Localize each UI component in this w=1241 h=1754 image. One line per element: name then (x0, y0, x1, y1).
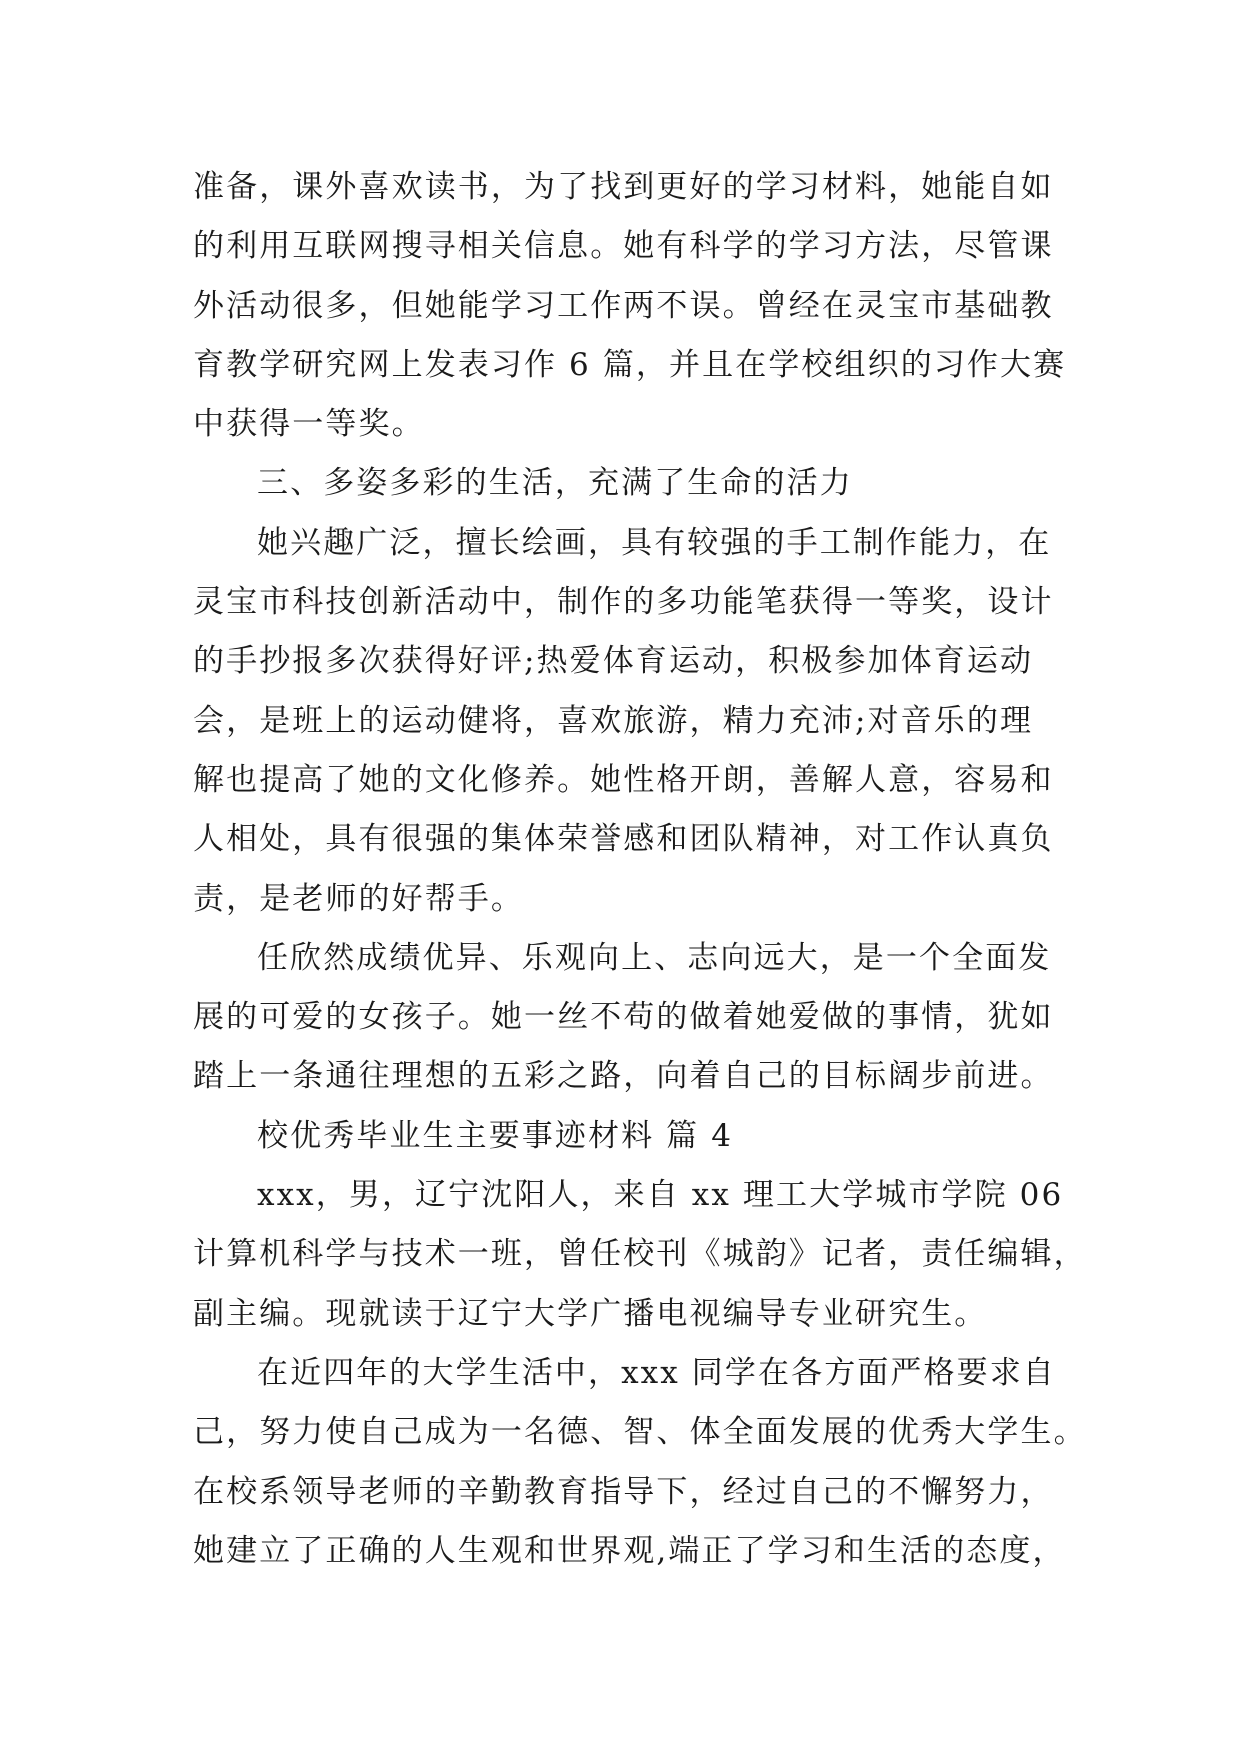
text-line: 在近四年的大学生活中，xxx 同学在各方面严格要求自 (257, 1354, 1056, 1391)
text-line: 己，努力使自己成为一名德、智、体全面发展的优秀大学生。 (193, 1414, 1087, 1451)
text-line: 育教学研究网上发表习作 6 篇，并且在学校组织的习作大赛 (193, 346, 1067, 383)
text-line: 她建立了正确的人生观和世界观,端正了学习和生活的态度， (193, 1532, 1066, 1569)
text-line: 责，是老师的好帮手。 (193, 880, 524, 917)
text-line: 中获得一等奖。 (193, 406, 425, 443)
text-line: 任欣然成绩优异、乐观向上、志向远大，是一个全面发 (257, 939, 1052, 976)
text-line: 解也提高了她的文化修养。她性格开朗，善解人意，容易和 (193, 761, 1054, 798)
section-heading: 三、多姿多彩的生活，充满了生命的活力 (257, 465, 853, 502)
text-line: 在校系领导老师的辛勤教育指导下，经过自己的不懈努力， (193, 1473, 1054, 1510)
text-line: 踏上一条通往理想的五彩之路，向着自己的目标阔步前进。 (193, 1058, 1054, 1095)
text-line: 外活动很多，但她能学习工作两不误。曾经在灵宝市基础教 (193, 287, 1054, 324)
text-line: 的手抄报多次获得好评;热爱体育运动，积极参加体育运动 (193, 643, 1034, 680)
text-line: 副主编。现就读于辽宁大学广播电视编导专业研究生。 (193, 1295, 988, 1332)
text-line: 灵宝市科技创新活动中，制作的多功能笔获得一等奖，设计 (193, 584, 1054, 621)
text-line: 她兴趣广泛，擅长绘画，具有较强的手工制作能力，在 (257, 524, 1052, 561)
text-line: 人相处，具有很强的集体荣誉感和团队精神，对工作认真负 (193, 821, 1054, 858)
text-line: 会，是班上的运动健将，喜欢旅游，精力充沛;对音乐的理 (193, 702, 1034, 739)
text-line: 的利用互联网搜寻相关信息。她有科学的学习方法，尽管课 (193, 228, 1054, 265)
text-line: 展的可爱的女孩子。她一丝不苟的做着她爱做的事情，犹如 (193, 999, 1054, 1036)
document-body (193, 158, 1087, 1581)
text-line: 准备，课外喜欢读书，为了找到更好的学习材料，她能自如 (193, 169, 1054, 205)
text-line: 计算机科学与技术一班，曾任校刊《城韵》记者，责任编辑， (193, 1236, 1087, 1273)
text-line: xxx，男，辽宁沈阳人，来自 xx 理工大学城市学院 06 (257, 1177, 1064, 1214)
section-heading: 校优秀毕业生主要事迹材料 篇 4 (257, 1117, 734, 1154)
